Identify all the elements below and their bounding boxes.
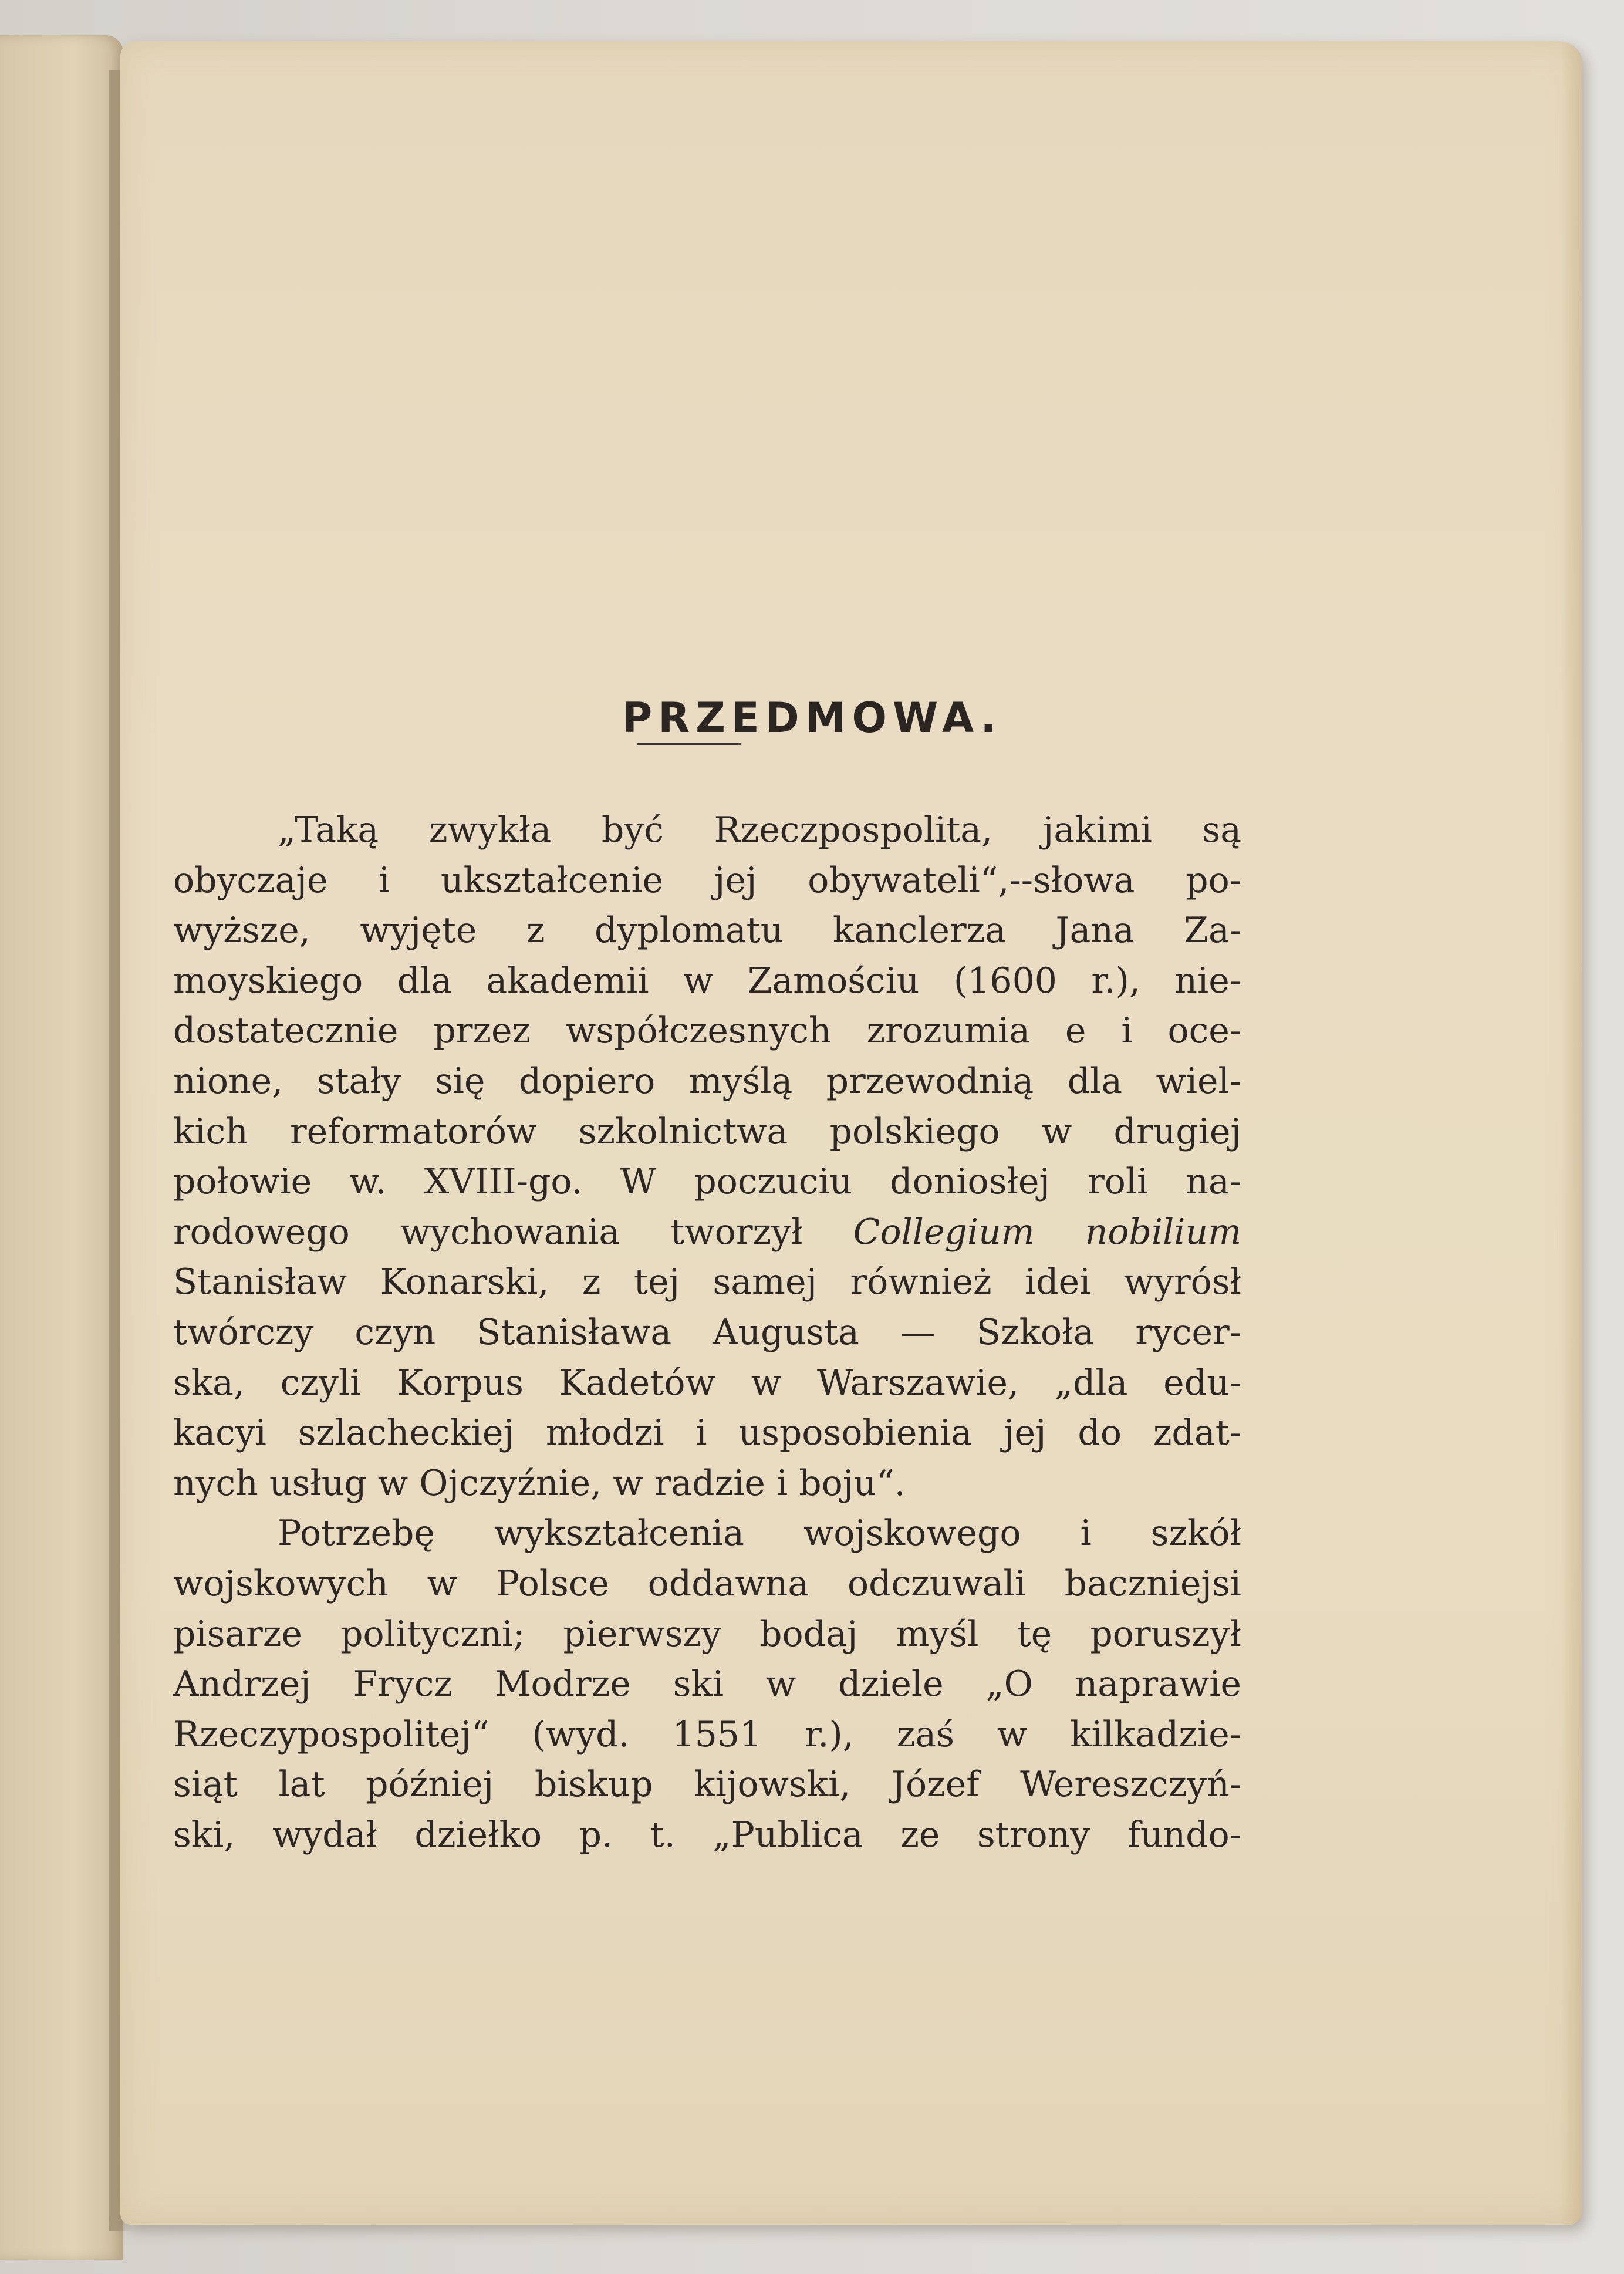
text-line: Stanisław Konarski, z tej samej również idei wyrósł [173, 1261, 1241, 1303]
text-line: twórczy czyn Stanisława Augusta — Szkoła rycer- [173, 1311, 1241, 1353]
text-line: wojskowych w Polsce oddawna odczuwali baczniejsi [173, 1563, 1241, 1604]
text-line: nych usług w Ojczyźnie, w radzie i boju“. [173, 1462, 906, 1504]
text-line: połowie w. XVIII-go. W poczuciu doniosłej roli na- [173, 1161, 1241, 1203]
text-line: ska, czyli Korpus Kadetów w Warszawie, „dla edu- [173, 1362, 1241, 1403]
text-line: Andrzej Frycz Modrze ski w dziele „O naprawie [173, 1664, 1241, 1705]
text-segment: rodowego wychowania tworzył [173, 1211, 853, 1253]
text-line: moyskiego dla akademii w Zamościu (1600 r.), nie- [173, 960, 1241, 1001]
text-line: dostatecznie przez współczesnych zrozumia e i oce- [173, 1010, 1241, 1052]
text-line: „Taką zwykła być Rzeczpospolita, jakimi są [278, 809, 1241, 851]
page-edge-shading [1561, 41, 1582, 2225]
text-line: Potrzebę wykształcenia wojskowego i szkół [278, 1513, 1241, 1554]
text-line: Rzeczypospolitej“ (wyd. 1551 r.), zaś w kilkadzie- [173, 1713, 1241, 1755]
text-line: nione, stały się dopiero myślą przewodnią dla wiel- [173, 1060, 1241, 1102]
text-line: siąt lat później biskup kijowski, Józef Wereszczyń- [173, 1764, 1241, 1806]
text-line: ski, wydał dziełko p. t. „Publica ze strony fundo- [173, 1814, 1241, 1855]
left-page-edge [0, 35, 123, 2260]
title-divider-rule [637, 743, 741, 745]
italic-title-segment: Collegium nobilium [853, 1211, 1241, 1253]
text-line [173, 1207, 1241, 1258]
body-text [173, 805, 1241, 1860]
text-line: obyczaje i ukształcenie jej obywateli“,--słowa po- [173, 859, 1241, 901]
text-line: pisarze polityczni; pierwszy bodaj myśl tę poruszył [173, 1613, 1241, 1655]
text-line: wyższe, wyjęte z dyplomatu kanclerza Jana Za- [173, 910, 1241, 952]
text-line: kich reformatorów szkolnictwa polskiego w drugiej [173, 1111, 1241, 1152]
text-line: kacyi szlacheckiej młodzi i usposobienia jej do zdat- [173, 1412, 1241, 1454]
page-title: PRZEDMOWA. [622, 694, 1002, 742]
